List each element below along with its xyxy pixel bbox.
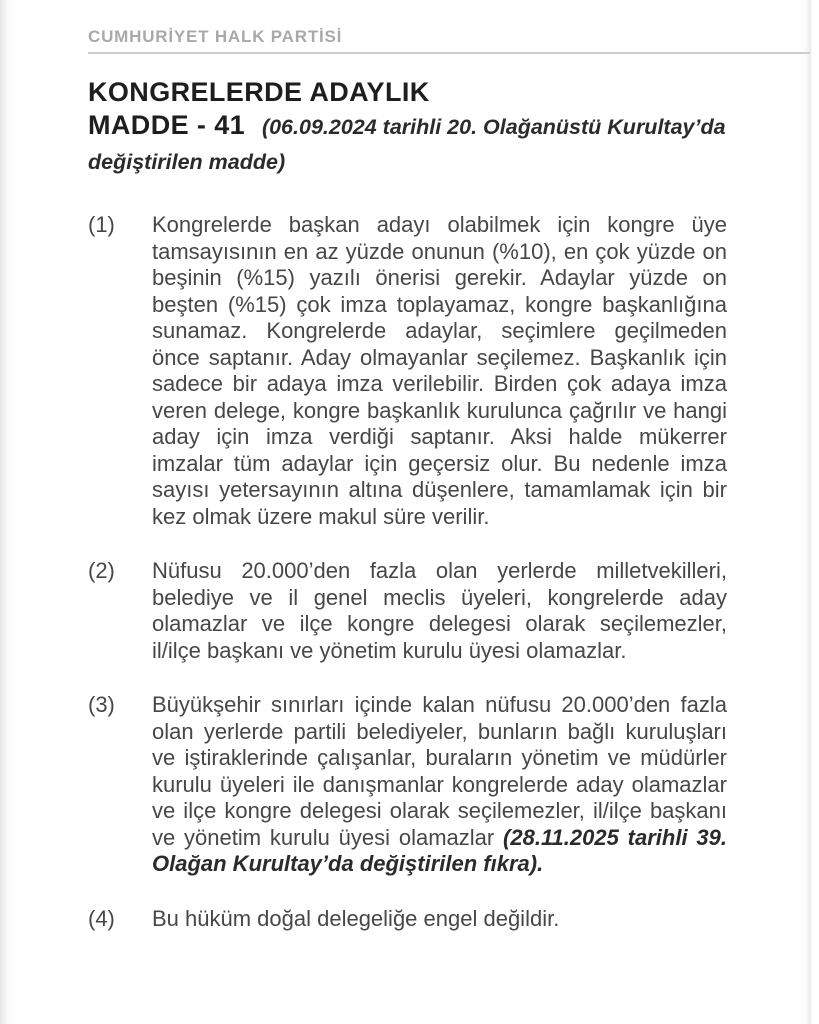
page-header bbox=[88, 27, 810, 54]
clause-3 bbox=[88, 692, 727, 878]
clause-4 bbox=[88, 906, 727, 933]
article-title: KONGRELERDE ADAYLIK bbox=[88, 77, 430, 107]
clause-text: Kongrelerde başkan adayı olabilmek için kongre üye tamsayısının en az yüzde onunun (%10), en çok yüzde on beşinin (%15) yazılı önerisi gerekir. Adaylar yüzde on beşten (%15) çok imza toplayamaz, kongre başkanlığına sunamaz. Kongrelerde adaylar, seçimlere geçilmeden önce saptanır. Aday olmayanlar seçilemez. Başkanlık için sadece bir adaya imza verilebilir. Birden çok adaya imza veren delege, kongre başkanlık kurulunca çağrılır ve hangi aday için imza verdiği saptanır. Aksi halde mükerrer imzalar tüm adaylar için geçersiz olur. Bu nedenle imza sayısı yetersayının altına düşenlere, tamamlamak için bir kez olmak üzere makul süre verilir. bbox=[152, 212, 727, 529]
clause-text: Bu hüküm doğal delegeliğe engel değildir. bbox=[152, 905, 560, 931]
clause-number: (3) bbox=[88, 692, 115, 717]
article-body bbox=[88, 212, 727, 932]
clause-number: (4) bbox=[88, 905, 115, 931]
clause-2 bbox=[88, 558, 727, 664]
clause-number: (1) bbox=[88, 212, 115, 237]
article-title-block bbox=[88, 75, 729, 179]
clause-amendment-note: (28.11.2025 tarihli 39. Olağan Kurultay’da değiştirilen fıkra). bbox=[152, 824, 727, 876]
clause-text: Nüfusu 20.000’den fazla olan yerlerde milletvekilleri, belediye ve il genel meclis üyeleri, kongrelerde aday olamazlar ve ilçe kongre delegesi olarak seçilemezler, il/ilçe başkanı ve yönetim kurulu üyesi olamazlar. bbox=[152, 558, 727, 663]
clause-number: (2) bbox=[88, 558, 115, 583]
article-amendment-note: (06.09.2024 tarihli 20. Olağanüstü Kurultay’da değiştirilen madde) bbox=[88, 115, 726, 174]
clause-1 bbox=[88, 212, 727, 530]
clause-text bbox=[152, 692, 727, 878]
article-number-line bbox=[88, 109, 729, 179]
article-number: MADDE - 41 bbox=[88, 110, 246, 140]
clause-text-main: Büyükşehir sınırları içinde kalan nüfusu 20.000’den fazla olan yerlerde partili belediyeler, bunların bağlı kuruluşları ve iştiraklerinde çalışanlar, buraların yönetim ve müdürler kurulu üyeleri ile danışmanlar kongrelerde aday olamazlar ve ilçe kongre delegesi olarak seçilemezler, il/ilçe başkanı ve yönetim kurulu üyesi olamazlar bbox=[152, 692, 727, 850]
party-name-heading: CUMHURİYET HALK PARTİSİ bbox=[88, 27, 343, 46]
